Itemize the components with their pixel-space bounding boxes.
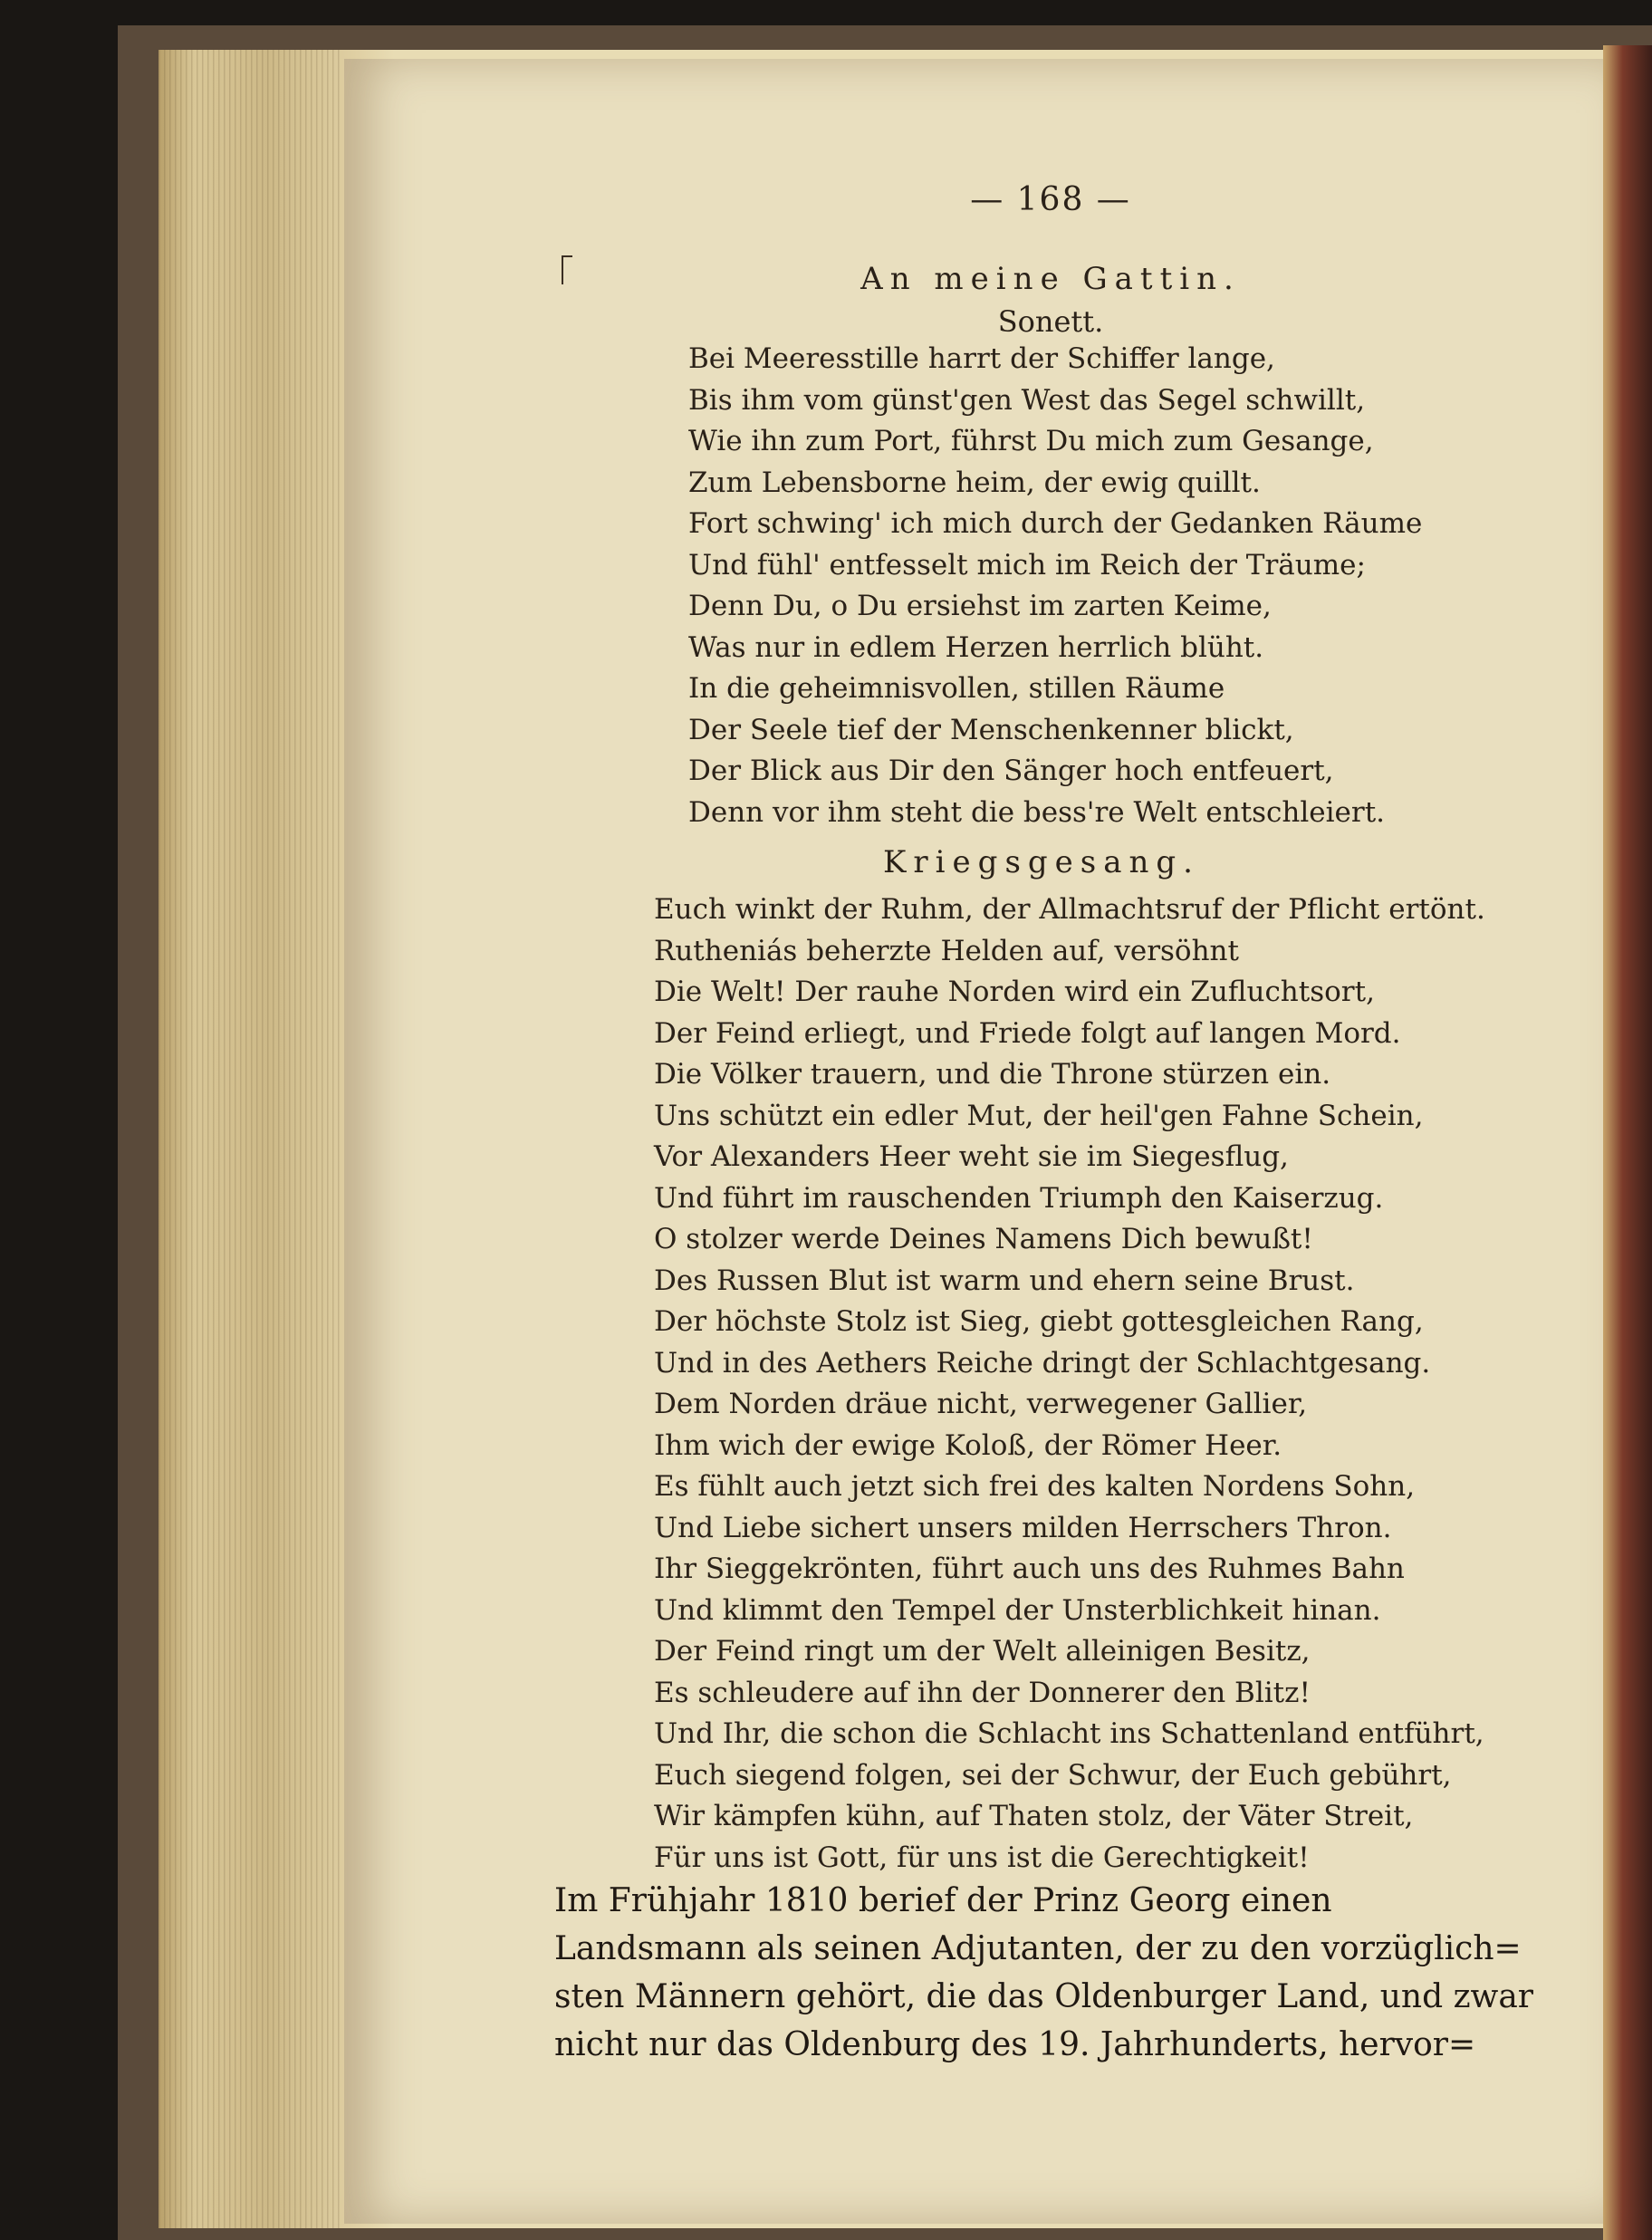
poem-line: Ihr Sieggekrönten, führt auch uns des Ruhmes Bahn	[654, 1553, 1405, 1585]
page-number: — 168 —	[970, 181, 1131, 218]
poem-line: Und fühl' entfesselt mich im Reich der Träume;	[688, 548, 1366, 582]
poem-line: Bei Meeresstille harrt der Schiffer lange,	[688, 342, 1275, 375]
poem-line: Der Blick aus Dir den Sänger hoch entfeuert,	[688, 755, 1334, 787]
prose-line: Landsmann als seinen Adjutanten, der zu den vorzüglich=	[554, 1930, 1522, 1967]
prose-paragraph	[554, 1877, 1532, 2069]
poem-line: Ihm wich der ewige Koloß, der Römer Heer.	[654, 1428, 1282, 1462]
poem-line: Die Welt! Der rauhe Norden wird ein Zufluchtsort,	[654, 976, 1375, 1008]
poem-line: Es schleudere auf ihn der Donnerer den Blitz!	[654, 1676, 1311, 1709]
poem-line: Die Völker trauern, und die Throne stürzen ein.	[654, 1058, 1331, 1091]
poem-line: Und klimmt den Tempel der Unsterblichkeit hinan.	[654, 1593, 1381, 1627]
sonnet-title: An meine Gattin.	[860, 261, 1241, 297]
poem-line: Euch winkt der Ruhm, der Allmachtsruf der Pflicht ertönt.	[654, 893, 1485, 926]
poem-line: Denn Du, o Du ersiehst im zarten Keime,	[688, 590, 1272, 622]
book-spine	[1603, 45, 1652, 2240]
poem-line: In die geheimnisvollen, stillen Räume	[688, 672, 1225, 705]
sonnet-subtitle: Sonett.	[997, 304, 1104, 339]
poem-line: Es fühlt auch jetzt sich frei des kalten Nordens Sohn,	[654, 1470, 1416, 1503]
poem-line: Denn vor ihm steht die bess're Welt entschleiert.	[688, 795, 1386, 829]
poem-line: Fort schwing' ich mich durch der Gedanken Räume	[688, 507, 1423, 540]
poem-line: O stolzer werde Deines Namens Dich bewußt!	[654, 1223, 1313, 1255]
sonnet-body	[688, 339, 1467, 833]
poem-line: Und Ihr, die schon die Schlacht ins Schattenland entführt,	[654, 1717, 1484, 1750]
war-song-title: Kriegsgesang.	[883, 844, 1200, 880]
page-edges	[158, 50, 340, 2228]
poem-line: Und Liebe sichert unsers milden Herrschers Thron.	[654, 1511, 1392, 1544]
poem-line: Des Russen Blut ist warm und ehern seine Brust.	[654, 1264, 1355, 1297]
poem-line: Und in des Aethers Reiche dringt der Schlachtgesang.	[654, 1346, 1431, 1380]
poem-line: Der Feind erliegt, und Friede folgt auf langen Mord.	[654, 1016, 1401, 1050]
poem-line: Der höchste Stolz ist Sieg, giebt gottesgleichen Rang,	[654, 1305, 1424, 1338]
poem-line: Vor Alexanders Heer weht sie im Siegesflug,	[654, 1140, 1289, 1173]
poem-line: Und führt im rauschenden Triumph den Kaiserzug.	[654, 1181, 1384, 1215]
poem-line: Der Feind ringt um der Welt alleinigen Besitz,	[654, 1635, 1311, 1668]
prose-line: Im Frühjahr 1810 berief der Prinz Georg einen	[554, 1882, 1332, 1919]
war-song-body	[654, 889, 1487, 1879]
poem-line: Was nur in edlem Herzen herrlich blüht.	[688, 630, 1264, 664]
prose-line: nicht nur das Oldenburg des 19. Jahrhunderts, hervor=	[554, 2026, 1476, 2063]
poem-line: Rutheniás beherzte Helden auf, versöhnt	[654, 934, 1239, 967]
poem-line: Dem Norden dräue nicht, verwegener Gallier,	[654, 1388, 1308, 1420]
poem-line: Uns schützt ein edler Mut, der heil'gen Fahne Schein,	[654, 1099, 1424, 1132]
poem-line: Euch siegend folgen, sei der Schwur, der Euch gebührt,	[654, 1758, 1452, 1792]
poem-line: Für uns ist Gott, für uns ist die Gerechtigkeit!	[654, 1841, 1310, 1874]
corner-mark	[562, 255, 572, 284]
prose-line: sten Männern gehört, die das Oldenburger Land, und zwar	[554, 1978, 1534, 2015]
poem-line: Der Seele tief der Menschenkenner blickt,	[688, 713, 1294, 746]
poem-line: Wie ihn zum Port, führst Du mich zum Gesange,	[688, 425, 1374, 457]
poem-line: Bis ihm vom günst'gen West das Segel schwillt,	[688, 383, 1366, 417]
poem-line: Wir kämpfen kühn, auf Thaten stolz, der Väter Streit,	[654, 1800, 1414, 1832]
poem-line: Zum Lebensborne heim, der ewig quillt.	[688, 466, 1261, 499]
